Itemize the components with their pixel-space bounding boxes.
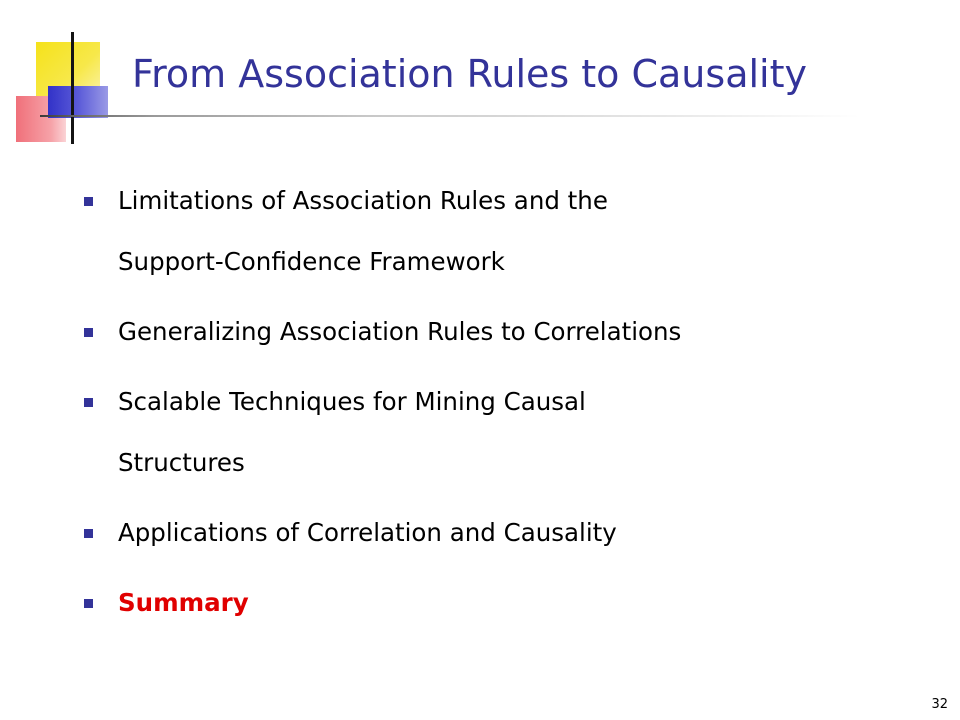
bullet-text-line1: Applications of Correlation and Causality [118,518,617,547]
square-bullet-icon [84,529,93,538]
slide-title: From Association Rules to Causality [132,52,807,96]
page-number: 32 [931,697,948,712]
bullet-text-line1: Generalizing Association Rules to Correlations [118,317,682,346]
bullet-item-applications [80,502,900,563]
bullet-item-generalizing [80,301,900,362]
bullet-item-limitations [80,170,900,292]
square-bullet-icon [84,197,93,206]
decorative-vertical-line [71,32,74,144]
bullet-text-line1: Limitations of Association Rules and the [118,186,608,215]
decorative-blue-bar [48,86,108,118]
bullet-text-line2: Support-Confidence Framework [118,247,505,276]
bullet-text-line1: Scalable Techniques for Mining Causal [118,387,586,416]
square-bullet-icon [84,398,93,407]
title-underline [40,115,860,117]
bullet-list [80,170,900,642]
bullet-item-summary [80,572,900,633]
bullet-text-line1: Summary [118,588,249,617]
square-bullet-icon [84,599,93,608]
bullet-item-scalable-techniques [80,371,900,493]
bullet-text-line2: Structures [118,448,245,477]
square-bullet-icon [84,328,93,337]
